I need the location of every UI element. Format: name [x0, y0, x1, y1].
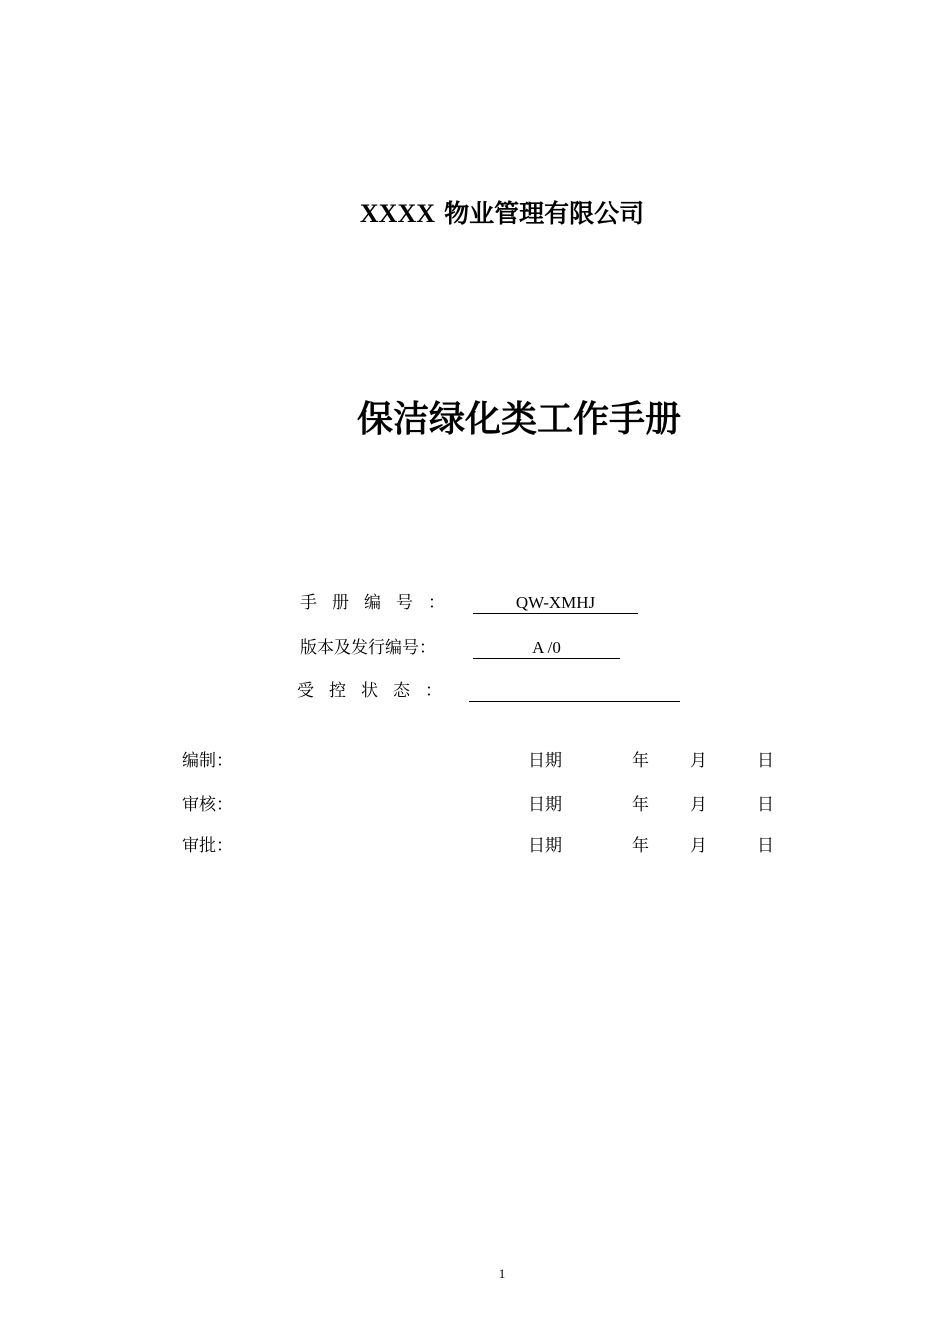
- signoff-date-label: 日期: [528, 795, 562, 815]
- control-status-label: 受控状态：: [297, 681, 457, 701]
- company-name-prefix: XXXX: [359, 199, 436, 228]
- signoff-month: 月: [690, 751, 707, 771]
- signoff-year: 年: [632, 751, 649, 771]
- signoff-month: 月: [690, 795, 707, 815]
- signoff-year: 年: [632, 836, 649, 856]
- control-status-value: [469, 679, 680, 702]
- signoff-role-compiled: 编制：: [182, 751, 233, 771]
- page-number: 1: [498, 1266, 506, 1281]
- company-name: [0, 196, 950, 232]
- signoff-day: 日: [757, 751, 774, 771]
- signoff-month: 月: [690, 836, 707, 856]
- signoff-date-label: 日期: [528, 751, 562, 771]
- signoff-role-approved: 审批：: [182, 836, 233, 856]
- signoff-day: 日: [757, 836, 774, 856]
- company-name-suffix: 物业管理有限公司: [444, 199, 645, 228]
- signoff-day: 日: [757, 795, 774, 815]
- signoff-role-reviewed: 审核：: [182, 795, 233, 815]
- signoff-date-label: 日期: [528, 836, 562, 856]
- manual-title: 保洁绿化类工作手册: [356, 399, 681, 440]
- version-value: A /0: [473, 636, 620, 659]
- manual-number-value: QW-XMHJ: [473, 591, 638, 614]
- signoff-year: 年: [632, 795, 649, 815]
- manual-number-label: 手册编号：: [300, 593, 460, 613]
- version-label: 版本及发行编号：: [300, 638, 436, 658]
